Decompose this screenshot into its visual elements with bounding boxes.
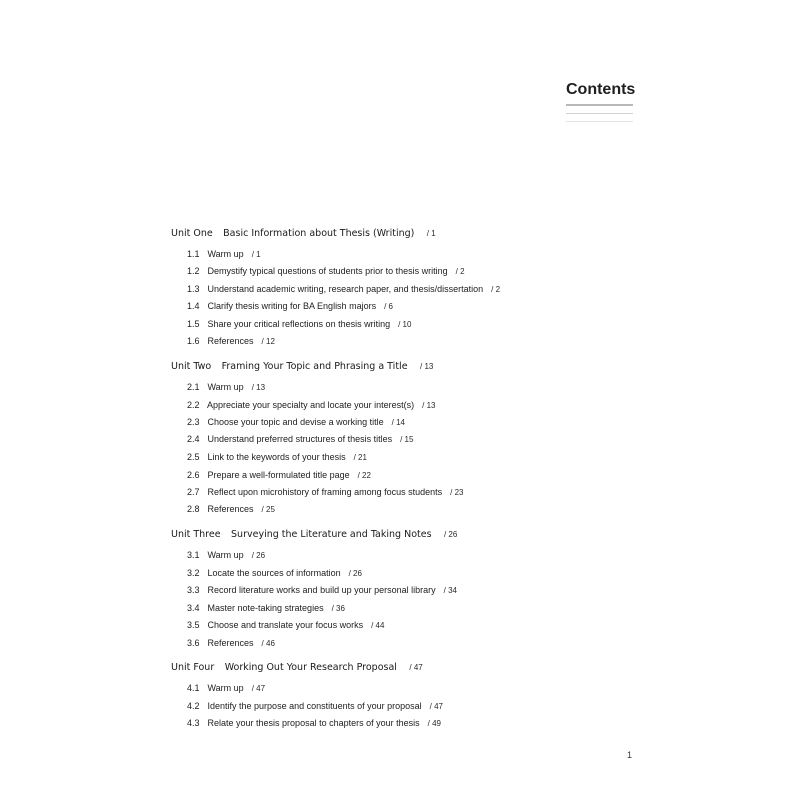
entry-number: 3.5 <box>187 620 200 630</box>
unit-label: Unit Three <box>171 529 221 540</box>
toc-entry[interactable] <box>187 283 500 296</box>
entry-title: Reflect upon microhistory of framing among focus students <box>207 487 443 497</box>
unit-label: Unit Four <box>171 662 215 673</box>
entry-number: 3.4 <box>187 603 200 613</box>
entry-number: 4.1 <box>187 683 200 693</box>
entry-title: Identify the purpose and constituents of your proposal <box>207 701 422 711</box>
toc-entry[interactable] <box>187 700 443 713</box>
toc-entry[interactable] <box>187 451 367 464</box>
unit-page: / 26 <box>443 530 458 539</box>
entry-number: 4.3 <box>187 718 200 728</box>
entry-page: / 15 <box>400 435 414 444</box>
entry-page: / 49 <box>427 719 441 728</box>
entry-number: 4.2 <box>187 701 200 711</box>
entry-number: 2.5 <box>187 452 200 462</box>
entry-page: / 25 <box>261 505 275 514</box>
toc-entry[interactable] <box>187 486 463 499</box>
entry-number: 3.1 <box>187 550 200 560</box>
toc-entry[interactable] <box>187 584 457 597</box>
entry-number: 2.2 <box>187 400 200 410</box>
toc-entry[interactable] <box>187 416 405 429</box>
entry-page: / 13 <box>422 401 436 410</box>
toc-entry[interactable] <box>187 248 261 261</box>
unit-title: Basic Information about Thesis (Writing) <box>223 228 415 239</box>
entry-title: Clarify thesis writing for BA English majors <box>207 301 377 311</box>
entry-number: 2.8 <box>187 504 200 514</box>
entry-title: Warm up <box>207 550 244 560</box>
entry-page: / 26 <box>348 569 362 578</box>
entry-page: / 46 <box>261 639 275 648</box>
toc-entry[interactable] <box>187 549 265 562</box>
toc-entry[interactable] <box>187 318 411 331</box>
entry-title: Locate the sources of information <box>207 568 341 578</box>
entry-title: Relate your thesis proposal to chapters of your thesis <box>207 718 420 728</box>
entry-page: / 21 <box>353 453 367 462</box>
entry-page: / 47 <box>429 702 443 711</box>
entry-page: / 10 <box>398 320 412 329</box>
unit-heading[interactable] <box>171 659 423 675</box>
entry-title: References <box>207 336 254 346</box>
toc-entry[interactable] <box>187 637 275 650</box>
toc-entry[interactable] <box>187 381 265 394</box>
entry-title: Warm up <box>207 683 244 693</box>
toc-entry[interactable] <box>187 469 371 482</box>
entry-page: / 2 <box>455 267 465 276</box>
entry-page: / 44 <box>371 621 385 630</box>
page-number: 1 <box>627 750 633 760</box>
entry-number: 1.2 <box>187 266 200 276</box>
entry-title: Appreciate your specialty and locate your interest(s) <box>207 400 415 410</box>
entry-number: 1.1 <box>187 249 200 259</box>
entry-page: / 1 <box>251 250 261 259</box>
toc-entry[interactable] <box>187 399 435 412</box>
entry-title: Share your critical reflections on thesis writing <box>207 319 391 329</box>
unit-page: / 13 <box>420 362 434 371</box>
entry-page: / 13 <box>251 383 266 392</box>
entry-title: References <box>207 638 254 648</box>
entry-number: 1.3 <box>187 284 200 294</box>
toc-entry[interactable] <box>187 567 362 580</box>
entry-page: / 23 <box>450 488 464 497</box>
toc-entry[interactable] <box>187 433 413 446</box>
unit-page: / 1 <box>426 229 436 238</box>
unit-title: Surveying the Literature and Taking Notes <box>231 529 432 540</box>
toc-entry[interactable] <box>187 265 465 278</box>
entry-title: References <box>207 504 254 514</box>
entry-title: Understand academic writing, research paper, and thesis/dissertation <box>207 284 484 294</box>
toc-entry[interactable] <box>187 682 265 695</box>
entry-number: 3.2 <box>187 568 200 578</box>
unit-label: Unit One <box>171 228 213 239</box>
entry-number: 3.6 <box>187 638 200 648</box>
entry-title: Understand preferred structures of thesis titles <box>207 434 393 444</box>
toc-entry[interactable] <box>187 335 275 348</box>
entry-title: Choose and translate your focus works <box>207 620 364 630</box>
entry-number: 2.7 <box>187 487 200 497</box>
entry-page: / 47 <box>251 684 266 693</box>
entry-page: / 14 <box>391 418 405 427</box>
toc-entry[interactable] <box>187 300 393 313</box>
unit-title: Framing Your Topic and Phrasing a Title <box>221 361 408 372</box>
toc-entry[interactable] <box>187 503 275 516</box>
entry-page: / 2 <box>491 285 501 294</box>
entry-number: 2.6 <box>187 470 200 480</box>
unit-heading[interactable] <box>171 526 457 542</box>
entry-title: Warm up <box>207 382 244 392</box>
entry-page: / 36 <box>331 604 345 613</box>
entry-title: Link to the keywords of your thesis <box>207 452 346 462</box>
unit-heading[interactable] <box>171 358 433 374</box>
entry-page: / 26 <box>251 551 266 560</box>
entry-number: 2.3 <box>187 417 200 427</box>
entry-number: 1.6 <box>187 336 200 346</box>
entry-title: Demystify typical questions of students prior to thesis writing <box>207 266 448 276</box>
entry-number: 3.3 <box>187 585 200 595</box>
entry-page: / 34 <box>443 586 457 595</box>
entry-page: / 12 <box>261 337 275 346</box>
entry-title: Choose your topic and devise a working title <box>207 417 384 427</box>
toc-entry[interactable] <box>187 717 441 730</box>
entry-number: 1.5 <box>187 319 200 329</box>
entry-title: Master note-taking strategies <box>207 603 324 613</box>
page-title: Contents <box>566 81 636 98</box>
unit-heading[interactable] <box>171 225 436 241</box>
entry-page: / 22 <box>357 471 371 480</box>
toc-entry[interactable] <box>187 619 384 632</box>
entry-title: Prepare a well-formulated title page <box>207 470 350 480</box>
toc-entry[interactable] <box>187 602 345 615</box>
unit-title: Working Out Your Research Proposal <box>224 662 397 673</box>
unit-label: Unit Two <box>171 361 212 372</box>
unit-page: / 47 <box>409 663 423 672</box>
entry-title: Warm up <box>207 249 244 259</box>
entry-number: 1.4 <box>187 301 200 311</box>
entry-number: 2.4 <box>187 434 200 444</box>
entry-title: Record literature works and build up your personal library <box>207 585 436 595</box>
entry-number: 2.1 <box>187 382 200 392</box>
entry-page: / 6 <box>384 302 393 311</box>
